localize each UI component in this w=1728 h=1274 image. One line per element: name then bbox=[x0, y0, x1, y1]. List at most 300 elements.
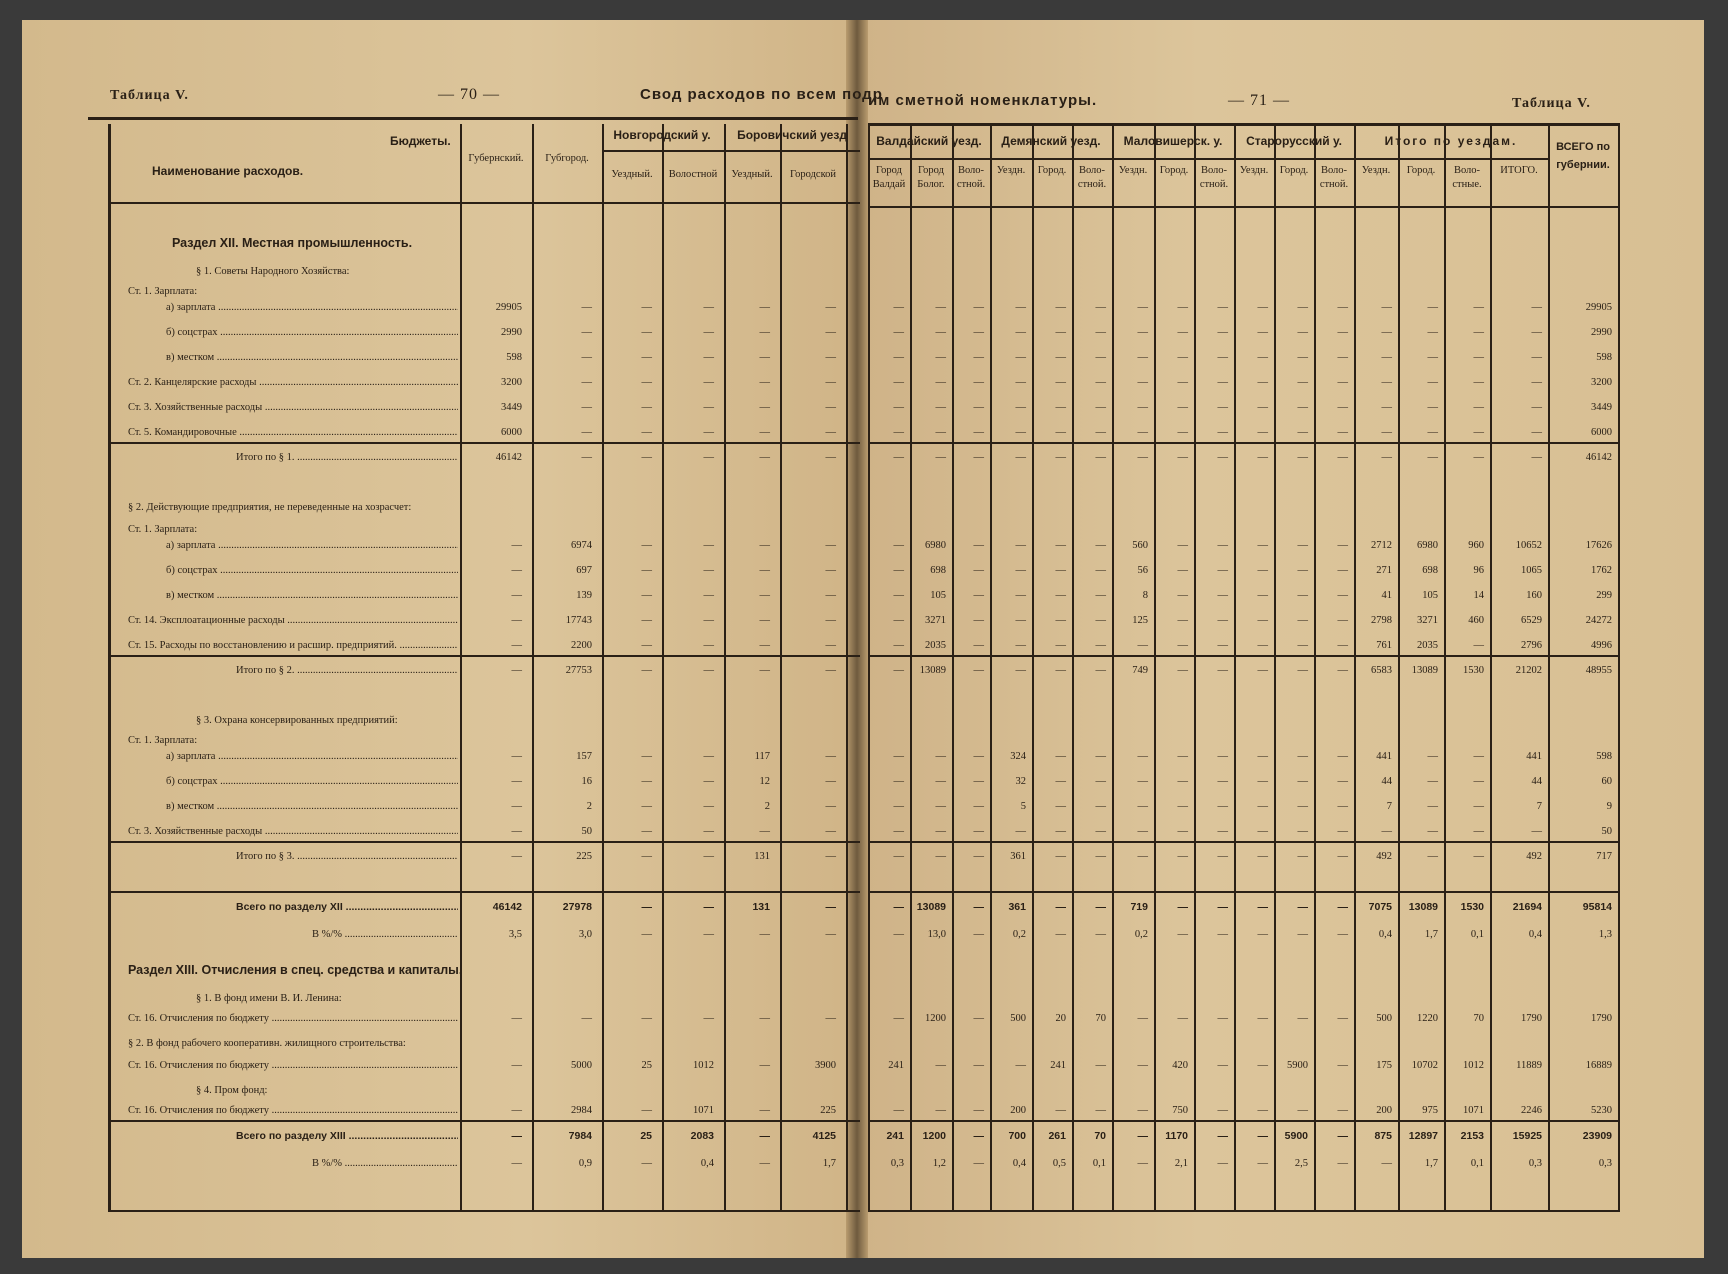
sub-column-header: Уездн. bbox=[1239, 165, 1269, 176]
right-cell: — bbox=[1217, 1130, 1228, 1142]
right-cell: — bbox=[893, 1013, 904, 1024]
novg-header: Новгородский у. bbox=[613, 128, 711, 142]
right-cell: — bbox=[1337, 402, 1348, 413]
right-cell: — bbox=[1217, 352, 1228, 363]
left-cell: — bbox=[825, 901, 836, 913]
right-cell: 13089 bbox=[1408, 901, 1438, 913]
right-cell: — bbox=[1015, 327, 1026, 338]
right-cell: — bbox=[1055, 640, 1066, 651]
right-cell: — bbox=[935, 427, 946, 438]
right-cell: — bbox=[1297, 540, 1308, 551]
left-cell: — bbox=[641, 826, 652, 837]
right-cell: 1200 bbox=[922, 1130, 946, 1142]
right-cell: 1530 bbox=[1460, 901, 1484, 913]
left-cell: 1012 bbox=[693, 1060, 714, 1071]
sub-column-header: ИТОГО. bbox=[1500, 165, 1538, 176]
left-cell: — bbox=[641, 851, 652, 862]
right-cell: — bbox=[1337, 565, 1348, 576]
right-cell: — bbox=[1137, 427, 1148, 438]
right-cell: — bbox=[893, 327, 904, 338]
right-cell: 44 bbox=[1381, 776, 1392, 787]
row-label: Раздел XIII. Отчисления в спец. средства и капиталы. bbox=[128, 963, 463, 977]
right-cell: 1,7 bbox=[1424, 929, 1438, 940]
left-cell: — bbox=[759, 929, 770, 940]
left-cell: 157 bbox=[576, 751, 592, 762]
group-rule bbox=[868, 158, 1548, 160]
right-cell: — bbox=[1015, 826, 1026, 837]
right-cell: — bbox=[1177, 377, 1188, 388]
right-cell: — bbox=[1297, 427, 1308, 438]
sub-column-header: Город. bbox=[1037, 165, 1067, 176]
right-cell: — bbox=[1381, 302, 1392, 313]
left-cell: — bbox=[825, 826, 836, 837]
right-cell: — bbox=[935, 801, 946, 812]
right-cell: 324 bbox=[1010, 751, 1026, 762]
row-label: Ст. 15. Расходы по восстановлению и расшир. предприятий. ..... bbox=[128, 640, 458, 651]
left-table-label: Таблица V. bbox=[110, 88, 189, 103]
row-label: а) зарплата ..... bbox=[166, 540, 458, 551]
right-cell: — bbox=[893, 640, 904, 651]
right-cell: — bbox=[1217, 751, 1228, 762]
right-cell: — bbox=[1055, 565, 1066, 576]
left-cell: — bbox=[825, 302, 836, 313]
left-cell: — bbox=[759, 377, 770, 388]
row-label: б) соцстрах ..... bbox=[166, 565, 458, 576]
right-cell: 48955 bbox=[1585, 665, 1612, 676]
right-cell: — bbox=[1095, 427, 1106, 438]
right-cell: — bbox=[1257, 1158, 1268, 1169]
right-cell: — bbox=[893, 929, 904, 940]
right-cell: — bbox=[893, 851, 904, 862]
row-label: В %/% ..... bbox=[312, 929, 458, 940]
right-cell: — bbox=[1337, 751, 1348, 762]
right-cell: 7075 bbox=[1368, 901, 1392, 913]
left-cell: — bbox=[825, 851, 836, 862]
column-rule bbox=[1618, 126, 1620, 1212]
right-cell: 460 bbox=[1468, 615, 1484, 626]
right-cell: 21202 bbox=[1515, 665, 1542, 676]
right-cell: 1762 bbox=[1591, 565, 1612, 576]
right-cell: 17626 bbox=[1585, 540, 1612, 551]
left-cell: — bbox=[703, 590, 714, 601]
row-label: Ст. 3. Хозяйственные расходы ..... bbox=[128, 402, 458, 413]
sub-column-header: Уездн. bbox=[1361, 165, 1391, 176]
right-cell: — bbox=[1297, 1013, 1308, 1024]
left-cell: 27753 bbox=[565, 665, 592, 676]
names-header: Наименование расходов. bbox=[152, 164, 304, 178]
right-cell: — bbox=[1177, 452, 1188, 463]
left-cell: — bbox=[759, 615, 770, 626]
right-cell: 749 bbox=[1132, 665, 1148, 676]
right-cell: — bbox=[1257, 427, 1268, 438]
row-label: Итого по § 2. ..... bbox=[236, 665, 458, 676]
left-cell: — bbox=[511, 751, 522, 762]
right-cell: — bbox=[1137, 327, 1148, 338]
right-cell: — bbox=[1177, 327, 1188, 338]
malov-header: Маловишерск. у. bbox=[1123, 134, 1223, 148]
right-cell: — bbox=[1137, 377, 1148, 388]
right-cell: — bbox=[1137, 1060, 1148, 1071]
right-cell: — bbox=[973, 1130, 984, 1142]
right-cell: 160 bbox=[1526, 590, 1542, 601]
right-cell: — bbox=[893, 590, 904, 601]
left-cell: — bbox=[641, 776, 652, 787]
left-cell: — bbox=[759, 565, 770, 576]
left-cell: — bbox=[511, 640, 522, 651]
right-cell: — bbox=[1473, 826, 1484, 837]
column-rule bbox=[846, 124, 848, 1210]
left-cell: — bbox=[759, 427, 770, 438]
left-cell: 6974 bbox=[571, 540, 592, 551]
row-label: а) зарплата ..... bbox=[166, 302, 458, 313]
right-cell: 16889 bbox=[1585, 1060, 1612, 1071]
row-label: в) местком ..... bbox=[166, 590, 458, 601]
right-cell: — bbox=[1297, 929, 1308, 940]
left-cell: 697 bbox=[576, 565, 592, 576]
left-cell: — bbox=[641, 427, 652, 438]
right-cell: — bbox=[1257, 615, 1268, 626]
left-cell: — bbox=[759, 402, 770, 413]
right-cell: — bbox=[1337, 1013, 1348, 1024]
total-rule bbox=[108, 442, 460, 444]
right-cell: — bbox=[1257, 1060, 1268, 1071]
total-rule bbox=[108, 891, 460, 893]
right-cell: — bbox=[973, 377, 984, 388]
right-cell: — bbox=[893, 776, 904, 787]
right-cell: — bbox=[1381, 826, 1392, 837]
right-cell: — bbox=[1381, 402, 1392, 413]
right-cell: — bbox=[1137, 826, 1148, 837]
right-cell: — bbox=[1177, 929, 1188, 940]
right-cell: — bbox=[1095, 377, 1106, 388]
sub-column-header: Воло- стной. bbox=[1077, 165, 1107, 190]
right-cell: 2798 bbox=[1371, 615, 1392, 626]
sub-column-header: Уездн. bbox=[1118, 165, 1148, 176]
right-cell: — bbox=[1257, 929, 1268, 940]
right-cell: 761 bbox=[1376, 640, 1392, 651]
right-cell: — bbox=[1381, 1158, 1392, 1169]
left-cell: 16 bbox=[581, 776, 592, 787]
left-cell: — bbox=[759, 590, 770, 601]
left-cell: 117 bbox=[754, 751, 770, 762]
left-cell: — bbox=[581, 452, 592, 463]
right-cell: — bbox=[1257, 1105, 1268, 1116]
right-cell: 9 bbox=[1606, 801, 1612, 812]
right-cell: 0,5 bbox=[1052, 1158, 1066, 1169]
right-cell: — bbox=[973, 851, 984, 862]
gubgor-header: Губгород. bbox=[545, 153, 589, 164]
right-cell: — bbox=[1217, 302, 1228, 313]
right-cell: — bbox=[1427, 801, 1438, 812]
left-cell: — bbox=[825, 776, 836, 787]
right-cell: — bbox=[1297, 377, 1308, 388]
right-cell: — bbox=[1473, 352, 1484, 363]
left-cell: — bbox=[703, 327, 714, 338]
left-cell: — bbox=[641, 1158, 652, 1169]
right-cell: — bbox=[935, 377, 946, 388]
left-cell: 50 bbox=[581, 826, 592, 837]
right-cell: 15925 bbox=[1512, 1130, 1542, 1142]
right-cell: — bbox=[1095, 929, 1106, 940]
right-cell: — bbox=[1257, 751, 1268, 762]
right-cell: — bbox=[1177, 776, 1188, 787]
left-cell: — bbox=[759, 1130, 770, 1142]
row-label: Итого по § 1. ..... bbox=[236, 452, 458, 463]
right-cell: — bbox=[1055, 377, 1066, 388]
left-cell: 3,5 bbox=[508, 929, 522, 940]
row-label: Ст. 5. Командировочные ..... bbox=[128, 427, 458, 438]
right-cell: — bbox=[1427, 327, 1438, 338]
total-rule bbox=[868, 1120, 1620, 1122]
left-cell: — bbox=[641, 327, 652, 338]
right-cell: — bbox=[1473, 851, 1484, 862]
sub-column-header: Уездн. bbox=[996, 165, 1026, 176]
left-cell: 25 bbox=[640, 1130, 652, 1142]
right-cell: — bbox=[1177, 640, 1188, 651]
right-cell: 10652 bbox=[1515, 540, 1542, 551]
right-cell: — bbox=[1297, 590, 1308, 601]
right-cell: — bbox=[1257, 377, 1268, 388]
right-cell: — bbox=[1055, 427, 1066, 438]
right-cell: 10702 bbox=[1411, 1060, 1438, 1071]
right-cell: 3449 bbox=[1591, 402, 1612, 413]
right-cell: — bbox=[1137, 1013, 1148, 1024]
row-label: в) местком ..... bbox=[166, 801, 458, 812]
left-cell: — bbox=[703, 665, 714, 676]
left-cell: — bbox=[581, 1013, 592, 1024]
right-cell: — bbox=[1257, 452, 1268, 463]
left-cell: — bbox=[825, 1013, 836, 1024]
right-cell: — bbox=[1095, 327, 1106, 338]
row-label: Ст. 1. Зарплата: bbox=[128, 524, 198, 535]
right-cell: — bbox=[973, 565, 984, 576]
right-cell: — bbox=[1297, 751, 1308, 762]
right-cell: — bbox=[1297, 640, 1308, 651]
left-cell: 25 bbox=[641, 1060, 652, 1071]
right-cell: — bbox=[1297, 402, 1308, 413]
right-cell: — bbox=[1095, 540, 1106, 551]
sub-column-header: Город. bbox=[1406, 165, 1436, 176]
left-cell: — bbox=[581, 352, 592, 363]
right-cell: — bbox=[1297, 1105, 1308, 1116]
right-cell: — bbox=[973, 1060, 984, 1071]
row-label: Всего по разделу XII ..... bbox=[236, 901, 458, 913]
left-cell: 27978 bbox=[562, 901, 592, 913]
right-cell: — bbox=[1337, 776, 1348, 787]
uezd-header: Уездный. bbox=[611, 169, 653, 180]
right-table-label: Таблица V. bbox=[1512, 96, 1591, 111]
right-cell: 60 bbox=[1601, 776, 1612, 787]
right-cell: — bbox=[1473, 427, 1484, 438]
right-cell: — bbox=[1137, 1130, 1148, 1142]
left-cell: — bbox=[825, 427, 836, 438]
left-cell: — bbox=[825, 801, 836, 812]
right-cell: — bbox=[1337, 1060, 1348, 1071]
right-cell: — bbox=[1177, 540, 1188, 551]
right-cell: 560 bbox=[1132, 540, 1148, 551]
left-cell: 1,7 bbox=[822, 1158, 836, 1169]
left-cell: 12 bbox=[759, 776, 770, 787]
right-cell: — bbox=[1177, 1013, 1188, 1024]
total-rule bbox=[108, 1120, 460, 1122]
right-cell: — bbox=[1337, 665, 1348, 676]
right-cell: — bbox=[1531, 352, 1542, 363]
right-cell: — bbox=[1217, 851, 1228, 862]
left-cell: — bbox=[703, 452, 714, 463]
right-cell: — bbox=[1015, 402, 1026, 413]
right-cell: 0,1 bbox=[1470, 1158, 1484, 1169]
right-cell: — bbox=[1337, 801, 1348, 812]
right-cell: — bbox=[1217, 590, 1228, 601]
left-cell: — bbox=[703, 615, 714, 626]
right-cell: — bbox=[935, 826, 946, 837]
right-cell: — bbox=[1337, 615, 1348, 626]
left-cell: — bbox=[703, 427, 714, 438]
right-cell: — bbox=[1337, 452, 1348, 463]
right-cell: — bbox=[1337, 826, 1348, 837]
right-cell: — bbox=[1427, 751, 1438, 762]
right-cell: — bbox=[1095, 665, 1106, 676]
row-label: Ст. 14. Эксплоатационные расходы ..... bbox=[128, 615, 458, 626]
title-left: Свод расходов по всем подр bbox=[640, 86, 883, 103]
right-cell: — bbox=[1217, 565, 1228, 576]
right-cell: 441 bbox=[1526, 751, 1542, 762]
right-cell: — bbox=[1177, 851, 1188, 862]
left-cell: — bbox=[511, 851, 522, 862]
left-cell: — bbox=[825, 377, 836, 388]
row-label: § 1. В фонд имени В. И. Ленина: bbox=[196, 993, 342, 1004]
right-cell: — bbox=[1095, 801, 1106, 812]
right-page-number: — 71 — bbox=[1228, 92, 1290, 109]
right-cell: — bbox=[1137, 776, 1148, 787]
right-cell: 5900 bbox=[1287, 1060, 1308, 1071]
head-bottom-rule bbox=[868, 206, 1620, 208]
vsego-header: ВСЕГО по губернии. bbox=[1556, 141, 1610, 171]
right-cell: — bbox=[1015, 665, 1026, 676]
right-cell: 441 bbox=[1376, 751, 1392, 762]
right-cell: — bbox=[893, 402, 904, 413]
left-cell: — bbox=[825, 665, 836, 676]
right-cell: — bbox=[935, 1105, 946, 1116]
right-cell: — bbox=[1297, 302, 1308, 313]
right-cell: 13089 bbox=[919, 665, 946, 676]
row-label: § 2. Действующие предприятия, не переведенные на хозрасчет: bbox=[128, 502, 412, 513]
right-cell: 492 bbox=[1376, 851, 1392, 862]
right-cell: — bbox=[893, 540, 904, 551]
right-cell: 0,3 bbox=[1598, 1158, 1612, 1169]
sub-column-header: Город. bbox=[1159, 165, 1189, 176]
right-cell: 2153 bbox=[1460, 1130, 1484, 1142]
right-cell: — bbox=[1381, 377, 1392, 388]
right-cell: — bbox=[1217, 402, 1228, 413]
left-cell: — bbox=[825, 640, 836, 651]
right-cell: — bbox=[973, 640, 984, 651]
left-cell: — bbox=[759, 452, 770, 463]
right-cell: 2990 bbox=[1591, 327, 1612, 338]
right-cell: — bbox=[973, 665, 984, 676]
right-cell: — bbox=[1055, 751, 1066, 762]
itogo-uezd-header: Итого по уездам. bbox=[1384, 134, 1518, 148]
right-cell: 7 bbox=[1536, 801, 1542, 812]
right-cell: — bbox=[1257, 302, 1268, 313]
left-cell: — bbox=[511, 1105, 522, 1116]
right-cell: — bbox=[1473, 402, 1484, 413]
right-cell: 3271 bbox=[925, 615, 946, 626]
right-cell: — bbox=[1337, 1158, 1348, 1169]
right-cell: — bbox=[1217, 1013, 1228, 1024]
left-cell: — bbox=[581, 302, 592, 313]
right-cell: — bbox=[1055, 801, 1066, 812]
right-cell: — bbox=[973, 352, 984, 363]
right-cell: 1170 bbox=[1165, 1130, 1188, 1142]
right-cell: — bbox=[893, 427, 904, 438]
right-cell: — bbox=[935, 751, 946, 762]
right-cell: 96 bbox=[1473, 565, 1484, 576]
right-cell: 2035 bbox=[1417, 640, 1438, 651]
right-cell: — bbox=[893, 826, 904, 837]
left-cell: — bbox=[581, 402, 592, 413]
right-cell: — bbox=[973, 452, 984, 463]
left-cell: 2 bbox=[586, 801, 592, 812]
right-cell: 5900 bbox=[1284, 1130, 1308, 1142]
right-cell: — bbox=[973, 751, 984, 762]
right-cell: — bbox=[1137, 1158, 1148, 1169]
left-cell: — bbox=[641, 590, 652, 601]
right-cell: — bbox=[1137, 851, 1148, 862]
left-cell: 17743 bbox=[565, 615, 592, 626]
right-cell: — bbox=[893, 352, 904, 363]
right-cell: 6980 bbox=[925, 540, 946, 551]
right-cell: — bbox=[1095, 1060, 1106, 1071]
right-cell: 271 bbox=[1376, 565, 1392, 576]
right-cell: — bbox=[1095, 901, 1106, 913]
right-cell: — bbox=[1095, 851, 1106, 862]
right-cell: — bbox=[973, 1105, 984, 1116]
gub-header: Губернский. bbox=[468, 153, 524, 164]
right-cell: 241 bbox=[1050, 1060, 1066, 1071]
left-cell: 2984 bbox=[571, 1105, 592, 1116]
left-cell: — bbox=[703, 851, 714, 862]
left-cell: 598 bbox=[506, 352, 522, 363]
right-cell: — bbox=[1297, 327, 1308, 338]
right-cell: — bbox=[1055, 590, 1066, 601]
right-cell: — bbox=[935, 327, 946, 338]
right-cell: — bbox=[1337, 327, 1348, 338]
right-cell: 3200 bbox=[1591, 377, 1612, 388]
left-cell: 139 bbox=[576, 590, 592, 601]
right-cell: 0,4 bbox=[1012, 1158, 1026, 1169]
right-cell: — bbox=[1055, 929, 1066, 940]
right-cell: — bbox=[1297, 615, 1308, 626]
right-cell: — bbox=[1427, 402, 1438, 413]
right-cell: — bbox=[1095, 565, 1106, 576]
left-cell: — bbox=[641, 751, 652, 762]
row-label: Ст. 16. Отчисления по бюджету ..... bbox=[128, 1060, 458, 1071]
left-cell: — bbox=[641, 801, 652, 812]
right-cell: 0,3 bbox=[1528, 1158, 1542, 1169]
right-cell: — bbox=[1055, 402, 1066, 413]
right-cell: 105 bbox=[1422, 590, 1438, 601]
right-cell: — bbox=[1427, 776, 1438, 787]
left-cell: — bbox=[641, 302, 652, 313]
right-cell: — bbox=[1217, 615, 1228, 626]
right-cell: 56 bbox=[1137, 565, 1148, 576]
right-cell: 175 bbox=[1376, 1060, 1392, 1071]
left-cell: — bbox=[703, 377, 714, 388]
right-cell: — bbox=[1055, 540, 1066, 551]
right-cell: 23909 bbox=[1582, 1130, 1612, 1142]
right-cell: — bbox=[973, 302, 984, 313]
